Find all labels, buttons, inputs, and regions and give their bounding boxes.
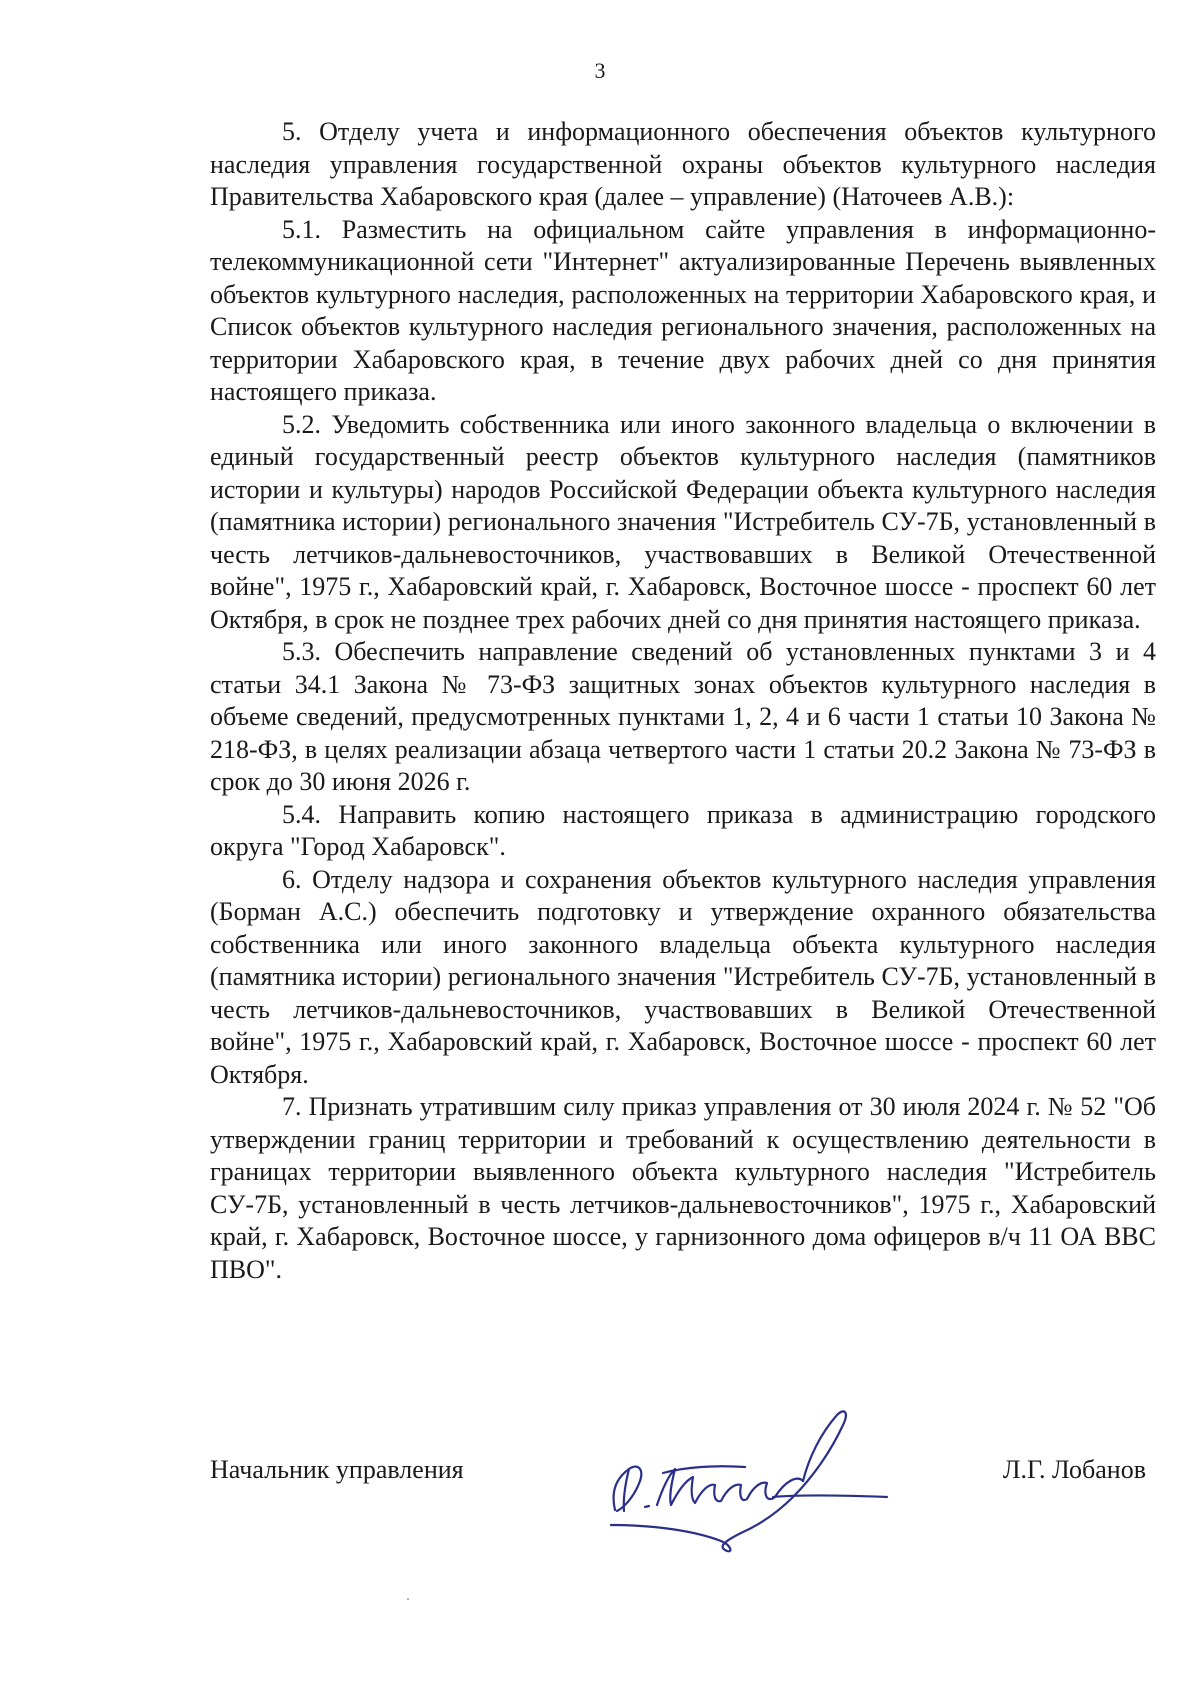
- paragraph-5-2: 5.2. Уведомить собственника или иного законного владельца о включении в единый государственный реестр объектов культурного наследия (памятников истории и культуры) народов Российской Федерации объекта культурного наследия (памятника истории) регионального значения "Истребитель СУ-7Б, установленный в честь летчиков-дальневосточников, участвовавших в Великой Отечественной войне", 1975 г., Хабаровский край, г. Хабаровск, Восточное шоссе - проспект 60 лет Октября, в срок не позднее трех рабочих дней со дня принятия настоящего приказа.: [210, 409, 1156, 634]
- signature-block: [210, 1435, 1156, 1555]
- scan-speck: [407, 1598, 409, 1600]
- paragraph-6: 6. Отделу надзора и сохранения объектов культурного наследия управления (Борман А.С.) обеспечить подготовку и утверждение охранного обязательства собственника или иного законного владельца объекта культурного наследия (памятника истории) регионального значения "Истребитель СУ-7Б, установленный в честь летчиков-дальневосточников, участвовавших в Великой Отечественной войне", 1975 г., Хабаровский край, г. Хабаровск, Восточное шоссе - проспект 60 лет Октября.: [210, 864, 1156, 1089]
- signer-title: Начальник управления: [210, 1455, 464, 1484]
- paragraph-5-1: 5.1. Разместить на официальном сайте управления в информационно-телекоммуникационной сети "Интернет" актуализированные Перечень выявленных объектов культурного наследия, расположенных на территории Хабаровского края, и Список объектов культурного наследия регионального значения, расположенных на территории Хабаровского края, в течение двух рабочих дней со дня принятия настоящего приказа.: [210, 214, 1156, 406]
- page-number: 3: [594, 58, 606, 83]
- paragraph-7: 7. Признать утратившим силу приказ управления от 30 июля 2024 г. № 52 "Об утверждении границ территории и требований к осуществлению деятельности в границах территории выявленного объекта культурного наследия "Истребитель СУ-7Б, установленный в честь летчиков-дальневосточников", 1975 г., Хабаровский край, г. Хабаровск, Восточное шоссе, у гарнизонного дома офицеров в/ч 11 ОА ВВС ПВО".: [210, 1092, 1156, 1284]
- signer-name: Л.Г. Лобанов: [1002, 1455, 1146, 1484]
- document-body: [210, 116, 1156, 1286]
- paragraph-5: 5. Отделу учета и информационного обеспечения объектов культурного наследия управления государственной охраны объектов культурного наследия Правительства Хабаровского края (далее – управление) (Наточеев А.В.):: [210, 117, 1156, 211]
- paragraph-5-4: 5.4. Направить копию настоящего приказа в администрацию городского округа "Город Хабаровск".: [210, 799, 1156, 861]
- paragraph-5-3: 5.3. Обеспечить направление сведений об установленных пунктами 3 и 4 статьи 34.1 Закона № 73-ФЗ защитных зонах объектов культурного наследия в объеме сведений, предусмотренных пунктами 1, 2, 4 и 6 части 1 статьи 10 Закона № 218-ФЗ, в целях реализации абзаца четвертого части 1 статьи 20.2 Закона № 73-ФЗ в срок до 30 июня 2026 г.: [210, 637, 1156, 796]
- handwritten-signature: [545, 1385, 895, 1560]
